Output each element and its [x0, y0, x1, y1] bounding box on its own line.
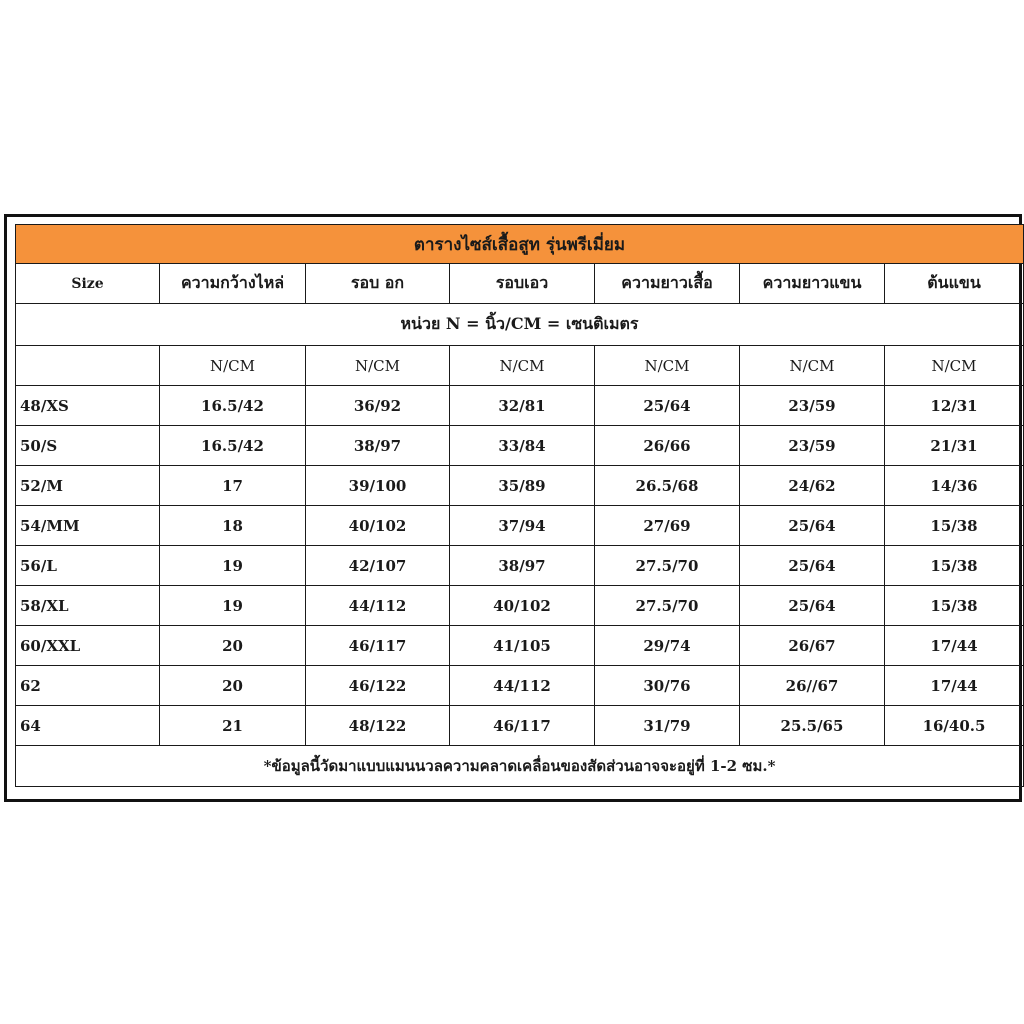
unit-note-row: [16, 304, 1024, 346]
table-cell: 17/44: [885, 666, 1024, 706]
size-cell: 56/L: [16, 546, 160, 586]
footnote-row: [16, 746, 1024, 787]
table-cell: 14/36: [885, 466, 1024, 506]
table-cell: 20: [160, 626, 306, 666]
table-cell: 44/112: [306, 586, 450, 626]
table-cell: 26/67: [740, 626, 885, 666]
column-header: รอบเอว: [450, 264, 595, 304]
table-cell: 18: [160, 506, 306, 546]
table-cell: 17/44: [885, 626, 1024, 666]
table-cell: 21: [160, 706, 306, 746]
table-cell: 31/79: [595, 706, 740, 746]
size-cell: 52/M: [16, 466, 160, 506]
table-cell: 16/40.5: [885, 706, 1024, 746]
table-cell: 24/62: [740, 466, 885, 506]
table-cell: 25/64: [595, 386, 740, 426]
table-cell: 46/122: [306, 666, 450, 706]
table-cell: 39/100: [306, 466, 450, 506]
unit-label: [16, 346, 160, 386]
table-cell: 48/122: [306, 706, 450, 746]
table-cell: 15/38: [885, 586, 1024, 626]
table-cell: 27/69: [595, 506, 740, 546]
table-cell: 38/97: [306, 426, 450, 466]
table-cell: 40/102: [450, 586, 595, 626]
table-row: [16, 426, 1024, 466]
size-cell: 60/XXL: [16, 626, 160, 666]
table-row: [16, 666, 1024, 706]
unit-label: N/CM: [306, 346, 450, 386]
table-cell: 26/66: [595, 426, 740, 466]
table-row: [16, 546, 1024, 586]
table-row: [16, 466, 1024, 506]
table-cell: 38/97: [450, 546, 595, 586]
table-row: [16, 506, 1024, 546]
table-cell: 27.5/70: [595, 546, 740, 586]
table-cell: 41/105: [450, 626, 595, 666]
size-cell: 48/XS: [16, 386, 160, 426]
size-cell: 64: [16, 706, 160, 746]
table-cell: 21/31: [885, 426, 1024, 466]
table-cell: 12/31: [885, 386, 1024, 426]
size-chart-frame: [4, 214, 1022, 802]
unit-label: N/CM: [595, 346, 740, 386]
column-header: ต้นแขน: [885, 264, 1024, 304]
table-cell: 15/38: [885, 506, 1024, 546]
table-cell: 16.5/42: [160, 386, 306, 426]
size-cell: 58/XL: [16, 586, 160, 626]
column-header: รอบ อก: [306, 264, 450, 304]
table-cell: 46/117: [450, 706, 595, 746]
table-cell: 29/74: [595, 626, 740, 666]
size-cell: 62: [16, 666, 160, 706]
column-header: Size: [16, 264, 160, 304]
unit-label: N/CM: [740, 346, 885, 386]
table-cell: 25/64: [740, 546, 885, 586]
unit-label: N/CM: [160, 346, 306, 386]
table-cell: 33/84: [450, 426, 595, 466]
table-cell: 40/102: [306, 506, 450, 546]
size-chart-table: [15, 224, 1024, 787]
table-cell: 26//67: [740, 666, 885, 706]
unit-label-row: [16, 346, 1024, 386]
column-header: ความยาวเสื้อ: [595, 264, 740, 304]
table-cell: 15/38: [885, 546, 1024, 586]
table-cell: 25/64: [740, 586, 885, 626]
table-cell: 23/59: [740, 426, 885, 466]
table-row: [16, 626, 1024, 666]
table-cell: 26.5/68: [595, 466, 740, 506]
table-cell: 32/81: [450, 386, 595, 426]
table-cell: 25.5/65: [740, 706, 885, 746]
size-cell: 54/MM: [16, 506, 160, 546]
table-cell: 42/107: [306, 546, 450, 586]
unit-label: N/CM: [450, 346, 595, 386]
column-header: ความยาวแขน: [740, 264, 885, 304]
table-row: [16, 706, 1024, 746]
table-cell: 36/92: [306, 386, 450, 426]
table-cell: 17: [160, 466, 306, 506]
table-row: [16, 586, 1024, 626]
unit-label: N/CM: [885, 346, 1024, 386]
table-cell: 25/64: [740, 506, 885, 546]
header-row: [16, 264, 1024, 304]
table-cell: 44/112: [450, 666, 595, 706]
table-cell: 23/59: [740, 386, 885, 426]
footnote: *ข้อมูลนี้วัดมาแบบแมนนวลความคลาดเคลื่อนของสัดส่วนอาจจะอยู่ที่ 1-2 ซม.*: [16, 746, 1024, 787]
table-cell: 46/117: [306, 626, 450, 666]
table-cell: 19: [160, 546, 306, 586]
unit-note: หน่วย N = นิ้ว/CM = เซนติเมตร: [16, 304, 1024, 346]
table-cell: 30/76: [595, 666, 740, 706]
table-title: ตารางไซส์เสื้อสูท รุ่นพรีเมี่ยม: [16, 225, 1024, 264]
table-cell: 35/89: [450, 466, 595, 506]
table-cell: 20: [160, 666, 306, 706]
column-header: ความกว้างไหล่: [160, 264, 306, 304]
table-cell: 27.5/70: [595, 586, 740, 626]
size-cell: 50/S: [16, 426, 160, 466]
table-cell: 37/94: [450, 506, 595, 546]
table-cell: 19: [160, 586, 306, 626]
table-cell: 16.5/42: [160, 426, 306, 466]
table-row: [16, 386, 1024, 426]
